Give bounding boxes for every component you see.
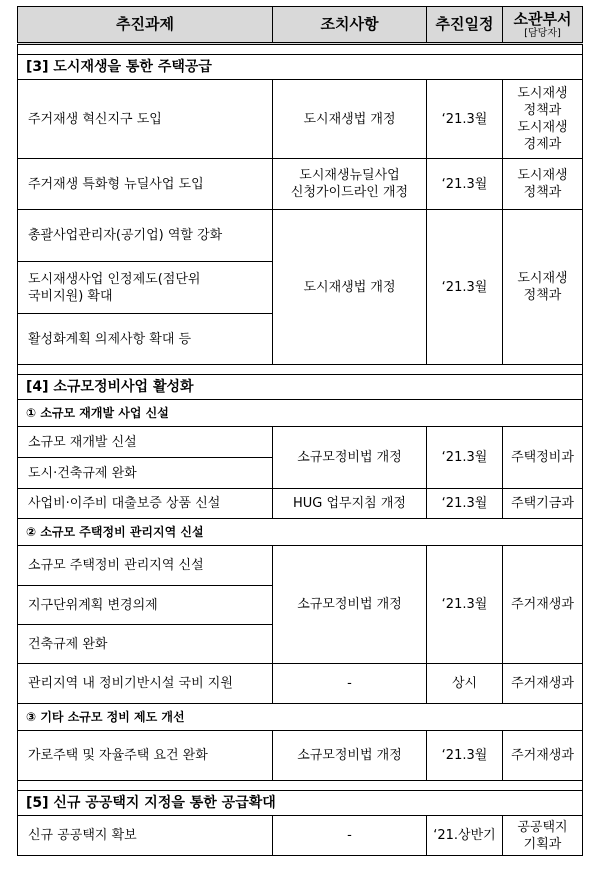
schedule-cell: 상시: [427, 664, 503, 704]
header-action: 조치사항: [273, 7, 427, 44]
table-row: [18, 210, 583, 262]
dept-line: 도시재생: [517, 120, 568, 135]
header-schedule: 추진일정: [427, 7, 503, 44]
action-cell: -: [273, 664, 427, 704]
task-cell: 주거재생 혁신지구 도입: [18, 80, 273, 159]
task-cell: [18, 262, 273, 314]
dept-cell: 주거재생과: [503, 546, 583, 664]
task-cell: 주거재생 특화형 뉴딜사업 도입: [18, 159, 273, 210]
action-cell: 소규모정비법 개정: [273, 546, 427, 664]
table-row: [18, 489, 583, 519]
dept-cell: 주거재생과: [503, 664, 583, 704]
policy-table: [17, 6, 583, 856]
dept-line: 도시재생: [517, 86, 568, 101]
task-line: 국비지원) 확대: [28, 288, 113, 304]
task-cell: 사업비·이주비 대출보증 상품 신설: [18, 489, 273, 519]
dept-line: 정책과: [523, 103, 562, 118]
subsection-title: ② 소규모 주택정비 관리지역 신설: [18, 519, 583, 546]
task-cell: 신규 공공택지 확보: [18, 816, 273, 856]
dept-cell: 주택기금과: [503, 489, 583, 519]
header-task: 추진과제: [18, 7, 273, 44]
dept-cell: 주택정비과: [503, 427, 583, 489]
action-line: 도시재생뉴딜사업: [299, 168, 400, 183]
dept-cell: [503, 159, 583, 210]
section-title: [5] 신규 공공택지 지정을 통한 공급확대: [18, 791, 583, 816]
header-row: [18, 7, 583, 44]
action-cell: -: [273, 816, 427, 856]
task-cell: 관리지역 내 정비기반시설 국비 지원: [18, 664, 273, 704]
schedule-cell: ‘21.3월: [427, 80, 503, 159]
schedule-cell: ‘21.3월: [427, 731, 503, 781]
dept-cell: [503, 210, 583, 365]
schedule-cell: ‘21.3월: [427, 546, 503, 664]
task-cell: 가로주택 및 자율주택 요건 완화: [18, 731, 273, 781]
header-dept: [503, 7, 583, 44]
table-row: [18, 546, 583, 586]
section-title: [4] 소규모정비사업 활성화: [18, 375, 583, 400]
schedule-cell: ‘21.3월: [427, 489, 503, 519]
table-row: [18, 80, 583, 159]
task-cell: 소규모 주택정비 관리지역 신설: [18, 546, 273, 586]
action-cell: 도시재생법 개정: [273, 210, 427, 365]
task-cell: 지구단위계획 변경의제: [18, 586, 273, 625]
dept-line: 공공택지: [517, 819, 568, 835]
action-line: 신청가이드라인 개정: [290, 185, 409, 200]
task-cell: 건축규제 완화: [18, 625, 273, 664]
schedule-cell: ‘21.상반기: [427, 816, 503, 856]
action-cell: 소규모정비법 개정: [273, 731, 427, 781]
table-row: [18, 159, 583, 210]
action-cell: [273, 159, 427, 210]
dept-line: 정책과: [523, 185, 562, 200]
dept-cell: 주거재생과: [503, 731, 583, 781]
schedule-cell: ‘21.3월: [427, 210, 503, 365]
schedule-cell: ‘21.3월: [427, 427, 503, 489]
subsection-title: ① 소규모 재개발 사업 신설: [18, 400, 583, 427]
dept-line: 기획과: [523, 836, 562, 852]
dept-cell: [503, 816, 583, 856]
task-cell: 소규모 재개발 신설: [18, 427, 273, 458]
task-cell: 도시·건축규제 완화: [18, 458, 273, 489]
table-row: [18, 816, 583, 856]
header-dept-sub: [담당자]: [524, 27, 561, 39]
task-cell: 활성화계획 의제사항 확대 등: [18, 314, 273, 365]
schedule-cell: ‘21.3월: [427, 159, 503, 210]
table-row: [18, 427, 583, 458]
dept-line: 경제과: [523, 137, 562, 152]
section-title: [3] 도시재생을 통한 주택공급: [18, 55, 583, 80]
task-line: 도시재생사업 인정제도(점단위: [28, 271, 201, 287]
dept-line: 도시재생: [517, 271, 568, 286]
table-row: [18, 664, 583, 704]
dept-cell: [503, 80, 583, 159]
dept-line: 정책과: [523, 288, 562, 303]
action-cell: HUG 업무지침 개정: [273, 489, 427, 519]
dept-line: 도시재생: [517, 168, 568, 183]
action-cell: 도시재생법 개정: [273, 80, 427, 159]
table-row: [18, 731, 583, 781]
header-dept-label: 소관부서: [513, 9, 572, 28]
action-cell: 소규모정비법 개정: [273, 427, 427, 489]
subsection-title: ③ 기타 소규모 정비 제도 개선: [18, 704, 583, 731]
task-cell: 총괄사업관리자(공기업) 역할 강화: [18, 210, 273, 262]
